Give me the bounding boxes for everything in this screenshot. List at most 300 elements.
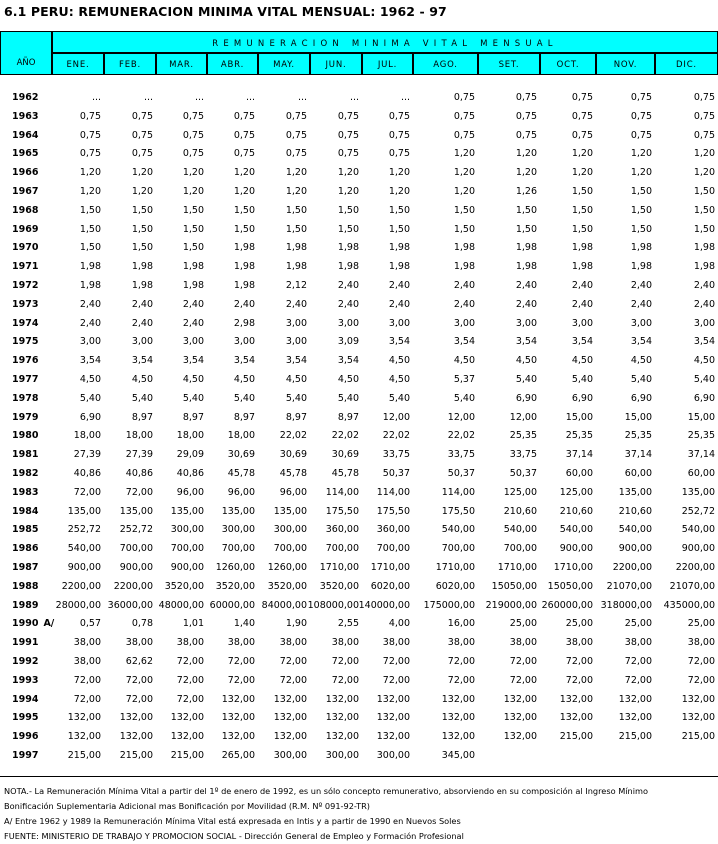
value-cell: 1,50 [182, 242, 204, 254]
year-cell [12, 336, 38, 347]
value-cell: 360,00 [376, 524, 410, 536]
value-cell: 132,00 [503, 731, 537, 743]
table-row [0, 258, 718, 277]
month-header-label: ENE. [66, 60, 90, 70]
value-cell: ... [400, 92, 410, 103]
value-cell: 1,98 [693, 242, 715, 254]
value-cell: 12,00 [509, 411, 537, 423]
value-cell: 25,35 [509, 430, 537, 442]
value-cell: 219000,00 [485, 599, 537, 611]
value-cell: 3,54 [388, 336, 410, 348]
value-cell: 540,00 [618, 524, 652, 536]
value-cell: 72,00 [509, 674, 537, 686]
year-cell [12, 468, 38, 479]
value-cell: 2,40 [285, 298, 307, 310]
value-cell: 1,20 [285, 167, 307, 179]
value-cell: 1,20 [131, 185, 153, 197]
year-label: 1982 [12, 467, 39, 479]
year-cell [12, 318, 38, 329]
value-cell: 1,20 [515, 167, 537, 179]
value-cell: 22,02 [382, 430, 410, 442]
value-cell: 1,50 [285, 204, 307, 216]
value-cell: 1,98 [388, 261, 410, 273]
year-cell [12, 167, 38, 178]
value-cell: 1,20 [453, 185, 475, 197]
year-label: 1963 [12, 110, 39, 122]
value-cell: 0,57 [79, 618, 101, 630]
value-cell: 3520,00 [319, 580, 359, 592]
value-cell: 2200,00 [113, 580, 153, 592]
value-cell: 0,75 [79, 110, 101, 122]
value-cell: 1,98 [337, 242, 359, 254]
table-row [0, 521, 718, 540]
table-row [0, 89, 718, 108]
value-cell: 345,00 [441, 749, 475, 761]
value-cell: 25,35 [624, 430, 652, 442]
value-cell: 140000,00 [358, 599, 410, 611]
group-header-label: REMUNERACION MINIMA VITAL MENSUAL [212, 39, 558, 49]
year-label: 1968 [12, 204, 39, 216]
value-cell: 1,50 [693, 204, 715, 216]
value-cell: 0,75 [131, 129, 153, 141]
value-cell: 72,00 [73, 674, 101, 686]
month-header [540, 53, 596, 75]
value-cell: 132,00 [325, 693, 359, 705]
value-cell: 21070,00 [606, 580, 652, 592]
year-label: 1994 [12, 693, 39, 705]
value-cell: 15,00 [624, 411, 652, 423]
value-cell: 1,20 [630, 148, 652, 160]
table-row [0, 728, 718, 747]
value-cell: 3,54 [285, 355, 307, 367]
value-cell: 3,00 [233, 336, 255, 348]
value-cell: 700,00 [221, 543, 255, 555]
month-header [596, 53, 655, 75]
value-cell: 3,00 [571, 317, 593, 329]
value-cell: 3,00 [515, 317, 537, 329]
value-cell: 135,00 [273, 505, 307, 517]
value-cell: 6,90 [693, 392, 715, 404]
value-cell: 1,98 [285, 261, 307, 273]
table-row [0, 164, 718, 183]
value-cell: 2,40 [337, 298, 359, 310]
month-header-label: MAY. [273, 60, 295, 70]
value-cell: 1,50 [453, 204, 475, 216]
value-cell: 132,00 [441, 731, 475, 743]
value-cell: 132,00 [441, 693, 475, 705]
value-cell: 38,00 [176, 637, 204, 649]
value-cell: 0,75 [182, 148, 204, 160]
value-cell: 38,00 [509, 637, 537, 649]
value-cell: 132,00 [681, 693, 715, 705]
value-cell: 4,50 [388, 355, 410, 367]
value-cell: 3,00 [131, 336, 153, 348]
value-cell: 72,00 [227, 674, 255, 686]
value-cell: 252,72 [119, 524, 153, 536]
wage-table [0, 89, 718, 766]
value-cell: 2,40 [182, 317, 204, 329]
value-cell: 72,00 [447, 674, 475, 686]
value-cell: 1,98 [285, 242, 307, 254]
value-cell: 4,50 [285, 373, 307, 385]
month-header-label: SET. [498, 60, 520, 70]
year-label: 1984 [12, 505, 39, 517]
value-cell: 0,75 [453, 129, 475, 141]
value-cell: 5,40 [515, 373, 537, 385]
value-cell: 114,00 [441, 486, 475, 498]
value-cell: 1,98 [79, 261, 101, 273]
value-cell: 900,00 [170, 561, 204, 573]
value-cell: 5,40 [79, 392, 101, 404]
value-cell: 30,69 [279, 449, 307, 461]
value-cell: 3520,00 [215, 580, 255, 592]
value-cell: 38,00 [227, 637, 255, 649]
year-label: 1986 [12, 543, 39, 555]
value-cell: 5,40 [453, 392, 475, 404]
value-cell: 38,00 [624, 637, 652, 649]
value-cell: 72,00 [125, 693, 153, 705]
value-cell: 540,00 [559, 524, 593, 536]
value-cell: 5,37 [453, 373, 475, 385]
table-row [0, 691, 718, 710]
year-column-header [0, 31, 52, 75]
value-cell: 0,75 [453, 92, 475, 103]
value-cell: 72,00 [382, 655, 410, 667]
value-cell: 84000,00 [261, 599, 307, 611]
value-cell: ... [297, 92, 307, 103]
value-cell: 132,00 [618, 712, 652, 724]
value-cell: 2,40 [79, 317, 101, 329]
value-cell: 60,00 [687, 467, 715, 479]
table-row [0, 145, 718, 164]
value-cell: 3,00 [453, 317, 475, 329]
value-cell: 18,00 [73, 430, 101, 442]
value-cell: 135,00 [119, 505, 153, 517]
value-cell: ... [349, 92, 359, 103]
value-cell: 125,00 [503, 486, 537, 498]
value-cell: 3,54 [453, 336, 475, 348]
value-cell: 1,50 [515, 223, 537, 235]
table-row [0, 503, 718, 522]
value-cell: 135,00 [67, 505, 101, 517]
value-cell: 1,90 [285, 618, 307, 630]
value-cell: 132,00 [325, 731, 359, 743]
value-cell: 72,00 [331, 674, 359, 686]
value-cell: 3,54 [131, 355, 153, 367]
value-cell: 15,00 [687, 411, 715, 423]
value-cell: 37,14 [687, 449, 715, 461]
value-cell: 3520,00 [164, 580, 204, 592]
source-line: FUENTE: MINISTERIO DE TRABAJO Y PROMOCION SOCIAL - Dirección General de Empleo y Formación Profesional [4, 831, 464, 841]
value-cell: 318000,00 [600, 599, 652, 611]
value-cell: 3,54 [337, 355, 359, 367]
year-label: 1987 [12, 561, 39, 573]
year-label: 1995 [12, 712, 39, 724]
table-row [0, 333, 718, 352]
value-cell: 1260,00 [215, 561, 255, 573]
year-cell [12, 374, 38, 385]
year-cell [12, 487, 38, 498]
value-cell: 125,00 [559, 486, 593, 498]
value-cell: 2,40 [571, 298, 593, 310]
value-cell: 1,98 [453, 261, 475, 273]
value-cell: 3,54 [233, 355, 255, 367]
year-label: 1977 [12, 373, 39, 385]
value-cell: 1,20 [693, 148, 715, 160]
value-cell: 1,50 [515, 204, 537, 216]
month-header-label: AGO. [433, 60, 458, 70]
value-cell: 0,78 [131, 618, 153, 630]
value-cell: 38,00 [687, 637, 715, 649]
value-cell: 1,20 [79, 167, 101, 179]
value-cell: 25,35 [687, 430, 715, 442]
value-cell: 300,00 [170, 524, 204, 536]
year-cell [12, 694, 38, 705]
value-cell: 72,00 [279, 655, 307, 667]
value-cell: 5,40 [337, 392, 359, 404]
value-cell: 38,00 [331, 637, 359, 649]
value-cell: 3,00 [182, 336, 204, 348]
value-cell: 132,00 [376, 731, 410, 743]
value-cell: 132,00 [119, 712, 153, 724]
year-label: 1978 [12, 392, 39, 404]
month-header-label: MAR. [169, 60, 194, 70]
value-cell: 3,54 [182, 355, 204, 367]
value-cell: 96,00 [176, 486, 204, 498]
value-cell: 60000,00 [209, 599, 255, 611]
value-cell: 1,98 [79, 279, 101, 291]
value-cell: 1,50 [131, 223, 153, 235]
value-cell: 1,01 [182, 618, 204, 630]
value-cell: ... [194, 92, 204, 103]
value-cell: 1,20 [388, 167, 410, 179]
value-cell: 0,75 [515, 129, 537, 141]
value-cell: 1,50 [79, 242, 101, 254]
value-cell: 0,75 [630, 110, 652, 122]
value-cell: 2,40 [515, 279, 537, 291]
value-cell: 0,75 [388, 148, 410, 160]
table-row [0, 427, 718, 446]
value-cell: 300,00 [273, 524, 307, 536]
table-row [0, 709, 718, 728]
value-cell: 8,97 [131, 411, 153, 423]
value-cell: 6,90 [571, 392, 593, 404]
value-cell: 1,20 [571, 148, 593, 160]
value-cell: 114,00 [325, 486, 359, 498]
value-cell: 45,78 [279, 467, 307, 479]
year-label: 1990 [12, 618, 39, 630]
table-row [0, 559, 718, 578]
value-cell: 0,75 [233, 129, 255, 141]
year-footnote-marker: A/ [43, 618, 55, 630]
value-cell: 18,00 [227, 430, 255, 442]
value-cell: 900,00 [681, 543, 715, 555]
value-cell: 700,00 [376, 543, 410, 555]
value-cell: 0,75 [571, 110, 593, 122]
value-cell: 1710,00 [370, 561, 410, 573]
value-cell: 33,75 [447, 449, 475, 461]
value-cell: 215,00 [618, 731, 652, 743]
value-cell: 132,00 [273, 693, 307, 705]
value-cell: 4,50 [515, 355, 537, 367]
value-cell: 300,00 [221, 524, 255, 536]
year-cell [12, 412, 38, 423]
value-cell: 3,00 [285, 317, 307, 329]
value-cell: 1,98 [233, 242, 255, 254]
value-cell: 4,50 [131, 373, 153, 385]
value-cell: 132,00 [170, 731, 204, 743]
year-cell [12, 355, 38, 366]
year-cell [12, 618, 54, 629]
value-cell: 72,00 [687, 655, 715, 667]
value-cell: 25,00 [687, 618, 715, 630]
year-label: 1983 [12, 486, 39, 498]
value-cell: 1,50 [131, 242, 153, 254]
month-header-label: JUN. [325, 60, 347, 70]
table-row [0, 653, 718, 672]
value-cell: 2,40 [453, 298, 475, 310]
value-cell: 1,50 [79, 204, 101, 216]
value-cell: 135,00 [170, 505, 204, 517]
value-cell: 29,09 [176, 449, 204, 461]
value-cell: 700,00 [170, 543, 204, 555]
value-cell: 36000,00 [107, 599, 153, 611]
year-label: 1965 [12, 148, 39, 160]
value-cell: 4,50 [630, 355, 652, 367]
value-cell: 72,00 [687, 674, 715, 686]
value-cell: 540,00 [67, 543, 101, 555]
value-cell: 175,50 [325, 505, 359, 517]
value-cell: 1,20 [337, 167, 359, 179]
value-cell: 22,02 [331, 430, 359, 442]
table-row [0, 578, 718, 597]
value-cell: 132,00 [559, 693, 593, 705]
value-cell: 0,75 [285, 110, 307, 122]
value-cell: 3,54 [515, 336, 537, 348]
value-cell: 3,54 [630, 336, 652, 348]
month-header [478, 53, 540, 75]
value-cell: 2,55 [337, 618, 359, 630]
value-cell: 3,00 [388, 317, 410, 329]
value-cell: 0,75 [233, 148, 255, 160]
value-cell: 0,75 [453, 110, 475, 122]
value-cell: 72,00 [227, 655, 255, 667]
value-cell: 45,78 [227, 467, 255, 479]
year-label: 1971 [12, 261, 39, 273]
value-cell: 62,62 [125, 655, 153, 667]
value-cell: 1,20 [233, 167, 255, 179]
value-cell: 0,75 [693, 92, 715, 103]
value-cell: 2,40 [693, 279, 715, 291]
value-cell: 1,20 [388, 185, 410, 197]
footnote-a: A/ Entre 1962 y 1989 la Remuneración Mínima Vital está expresada en Intis y a partir de 1990 en Nuevos Soles [4, 816, 461, 826]
value-cell: 215,00 [559, 731, 593, 743]
table-row [0, 597, 718, 616]
value-cell: 40,86 [73, 467, 101, 479]
value-cell: 38,00 [382, 637, 410, 649]
value-cell: 135,00 [618, 486, 652, 498]
year-label: 1981 [12, 449, 39, 461]
year-label: 1975 [12, 336, 39, 348]
value-cell: 5,40 [388, 392, 410, 404]
year-cell [12, 280, 38, 291]
table-row [0, 239, 718, 258]
value-cell: 2,40 [182, 298, 204, 310]
value-cell: 252,72 [681, 505, 715, 517]
year-cell [12, 111, 38, 122]
value-cell: 175000,00 [423, 599, 475, 611]
value-cell: 1,50 [79, 223, 101, 235]
value-cell: 38,00 [447, 637, 475, 649]
value-cell: 175,50 [441, 505, 475, 517]
value-cell: 1,50 [630, 223, 652, 235]
value-cell: 0,75 [182, 129, 204, 141]
table-row [0, 127, 718, 146]
value-cell: 132,00 [503, 712, 537, 724]
year-cell [12, 524, 38, 535]
value-cell: 1,98 [182, 261, 204, 273]
value-cell: 1,50 [630, 204, 652, 216]
value-cell: 900,00 [559, 543, 593, 555]
value-cell: 114,00 [376, 486, 410, 498]
year-label: 1989 [12, 599, 39, 611]
value-cell: 1,98 [182, 279, 204, 291]
value-cell: 1,98 [388, 242, 410, 254]
value-cell: 27,39 [125, 449, 153, 461]
value-cell: 1,98 [453, 242, 475, 254]
value-cell: 4,50 [693, 355, 715, 367]
value-cell: 50,37 [382, 467, 410, 479]
year-label: 1976 [12, 355, 39, 367]
value-cell: 3,54 [571, 336, 593, 348]
year-cell [12, 600, 38, 611]
year-cell [12, 299, 38, 310]
value-cell: 72,00 [73, 486, 101, 498]
value-cell: 33,75 [509, 449, 537, 461]
value-cell: 0,75 [693, 110, 715, 122]
value-cell: 0,75 [233, 110, 255, 122]
value-cell: 1710,00 [553, 561, 593, 573]
month-header-label: JUL. [377, 60, 398, 70]
value-cell: 260000,00 [541, 599, 593, 611]
value-cell: 1,20 [571, 167, 593, 179]
value-cell: 3,00 [337, 317, 359, 329]
table-row [0, 446, 718, 465]
value-cell: 12,00 [382, 411, 410, 423]
table-row [0, 183, 718, 202]
nota-line-2: Bonificación Suplementaria Adicional mas Bonificación por Movilidad (R.M. Nº 091-92-TR) [4, 801, 370, 811]
value-cell: 30,69 [331, 449, 359, 461]
value-cell: 8,97 [285, 411, 307, 423]
value-cell: 2200,00 [61, 580, 101, 592]
value-cell: 1710,00 [497, 561, 537, 573]
value-cell: 1,20 [79, 185, 101, 197]
value-cell: 2200,00 [675, 561, 715, 573]
value-cell: 18,00 [176, 430, 204, 442]
year-label: 1997 [12, 749, 39, 761]
table-header [0, 31, 718, 75]
value-cell: 50,37 [447, 467, 475, 479]
year-cell [12, 581, 38, 592]
value-cell: 1,20 [337, 185, 359, 197]
value-cell: 72,00 [176, 674, 204, 686]
value-cell: 5,40 [131, 392, 153, 404]
value-cell: 33,75 [382, 449, 410, 461]
value-cell: 1,20 [453, 148, 475, 160]
value-cell: 1,50 [182, 204, 204, 216]
value-cell: 72,00 [331, 655, 359, 667]
value-cell: 5,40 [693, 373, 715, 385]
